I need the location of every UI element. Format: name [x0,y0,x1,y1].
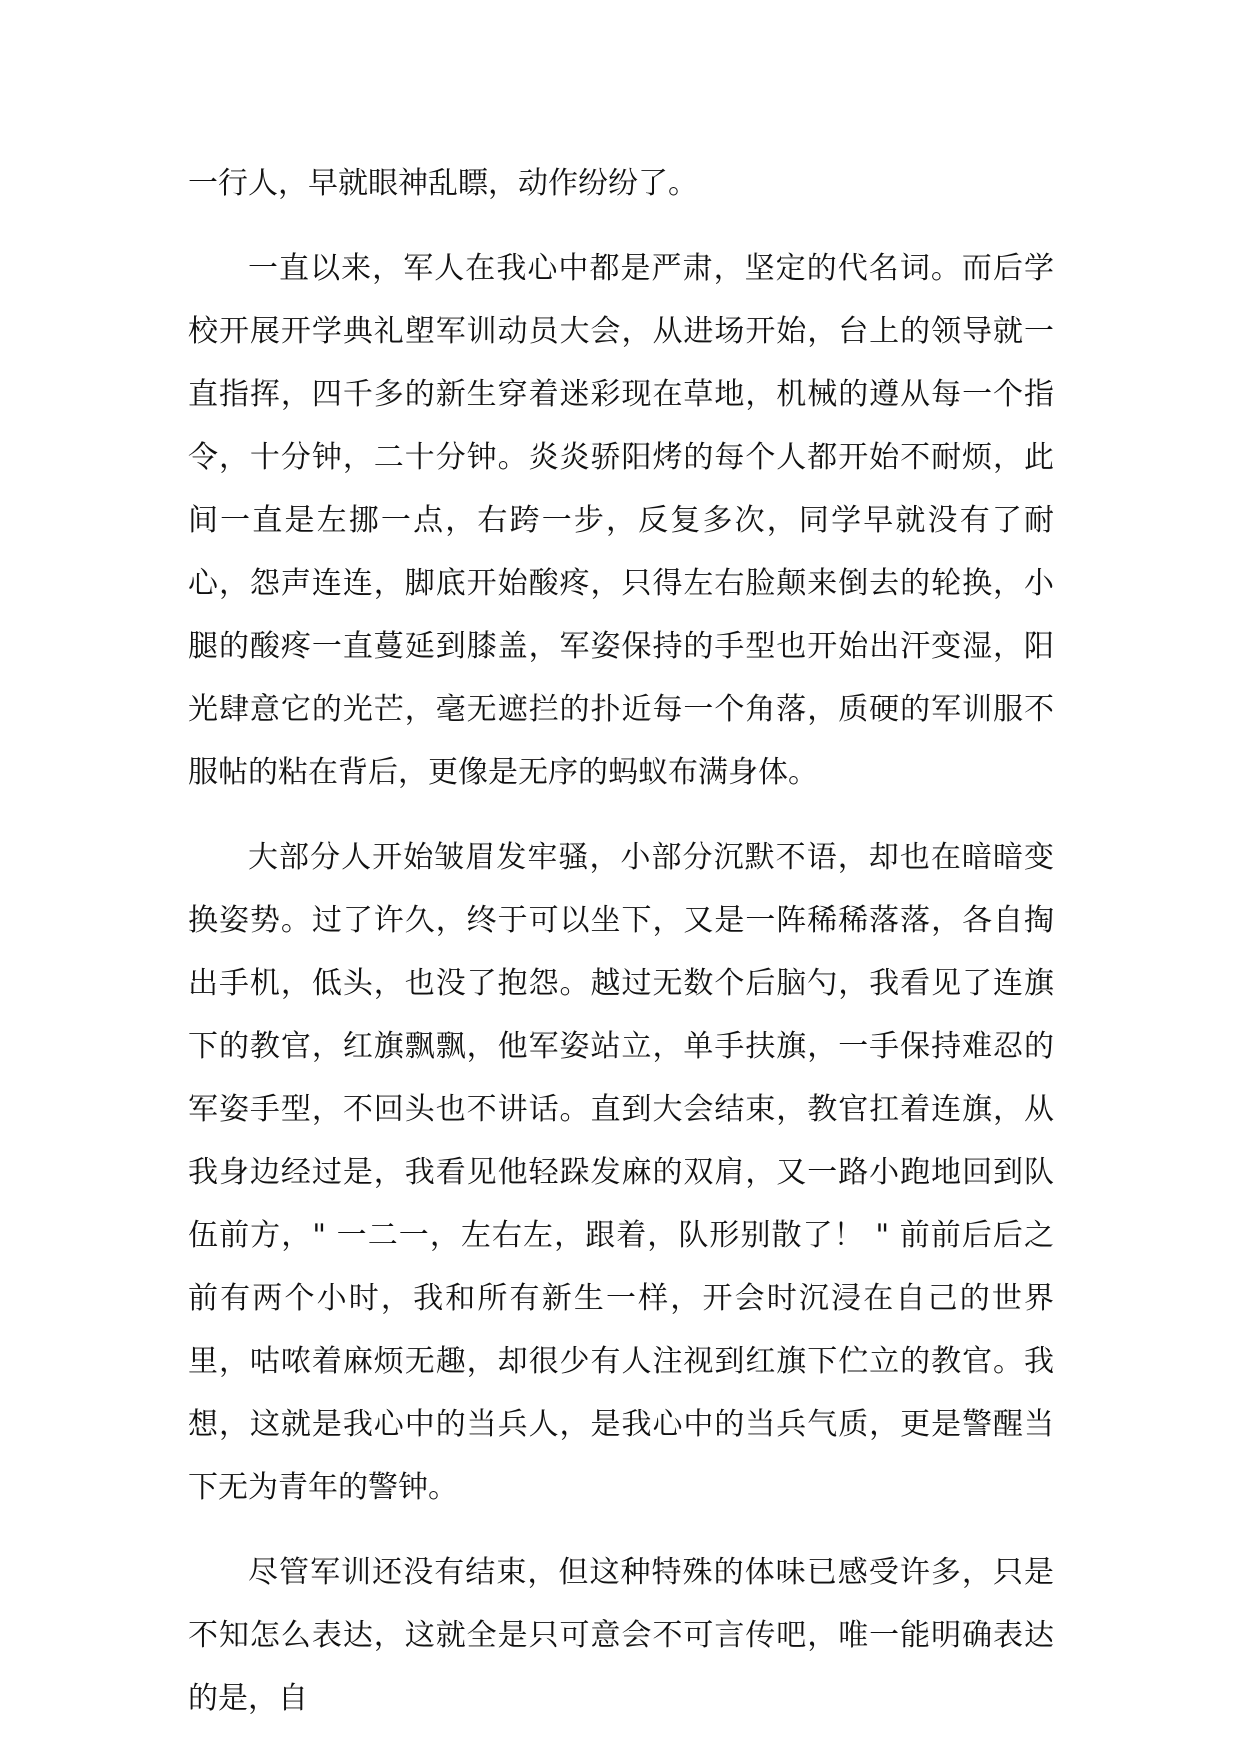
paragraph-spacer [188,215,1054,237]
paragraph-spacer [188,804,1054,826]
paragraph-conclusion: 尽管军训还没有结束，但这种特殊的体味已感受许多，只是不知怎么表达，这就全是只可意会不可言传吧，唯一能明确表达的是，自 [188,1555,1054,1716]
paragraph-instructor: 大部分人开始皱眉发牢骚，小部分沉默不语，却也在暗暗变换姿势。过了许久，终于可以坐下，又是一阵稀稀落落，各自掏出手机，低头，也没了抱怨。越过无数个后脑勺，我看见了连旗下的教官，红旗飘飘，他军姿站立，单手扶旗，一手保持难忍的军姿手型，不回头也不讲话。直到大会结束，教官扛着连旗，从我身边经过是，我看见他轻跺发麻的双肩，又一路小跑地回到队伍前方，" 一二一，左右左，跟着，队形别散了！ " 前前后后之前有两个小时，我和所有新生一样，开会时沉浸在自己的世界里，咕哝着麻烦无趣，却很少有人注视到红旗下伫立的教官。我想，这就是我心中的当兵人，是我心中的当兵气质，更是警醒当下无为青年的警钟。 [188,840,1054,1505]
paragraph-military-impression: 一直以来，军人在我心中都是严肃，坚定的代名词。而后学校开展开学典礼塱军训动员大会，从进场开始，台上的领导就一直指挥，四千多的新生穿着迷彩现在草地，机械的遵从每一个指令，十分钟，二十分钟。炎炎骄阳烤的每个人都开始不耐烦，此间一直是左挪一点，右跨一步，反复多次，同学早就没有了耐心，怨声连连，脚底开始酸疼，只得左右脸颠来倒去的轮换，小腿的酸疼一直蔓延到膝盖，军姿保持的手型也开始出汗变湿，阳光肆意它的光芒，毫无遮拦的扑近每一个角落，质硬的军训服不服帖的粘在背后，更像是无序的蚂蚁布满身体。 [188,251,1054,790]
paragraph-spacer [188,1519,1054,1541]
paragraph-continuation: 一行人，早就眼神乱瞟，动作纷纷了。 [188,166,698,201]
document-body [188,152,1054,1730]
